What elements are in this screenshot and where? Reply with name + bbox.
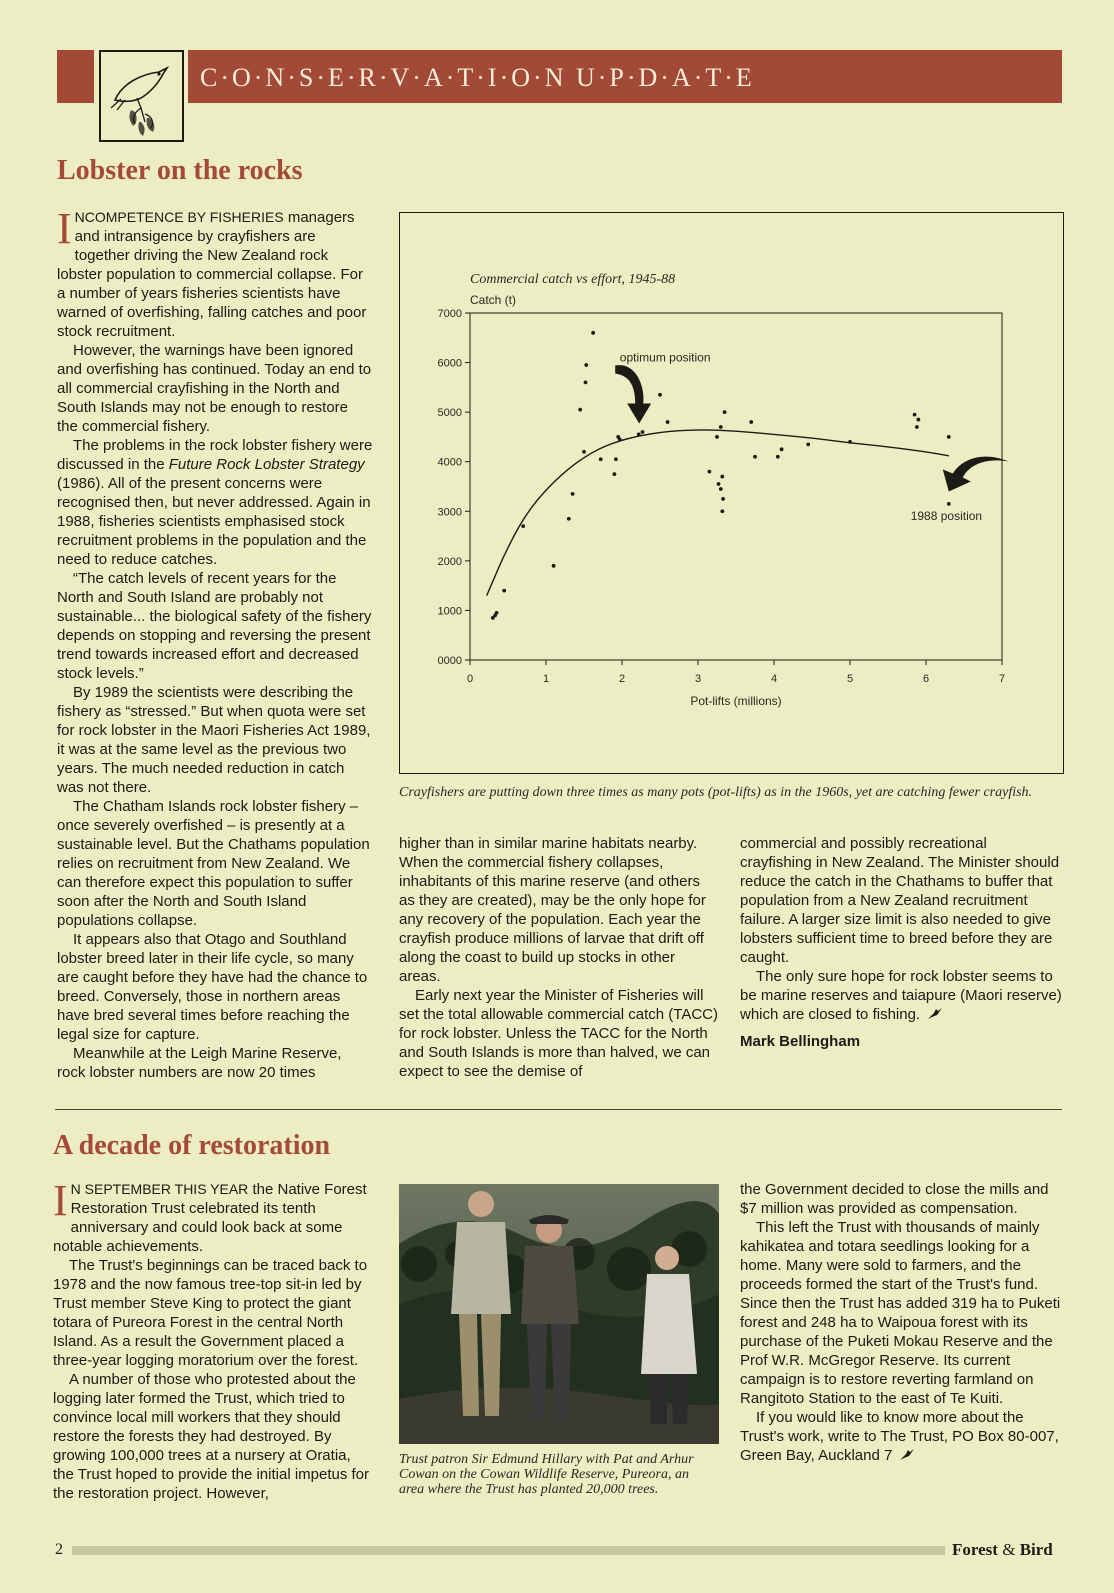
data-point xyxy=(571,492,575,496)
data-point xyxy=(749,420,753,424)
data-point xyxy=(776,455,780,459)
paragraph xyxy=(57,683,373,797)
paragraph xyxy=(399,834,719,986)
y-tick-label: 1000 xyxy=(437,605,462,618)
paragraph xyxy=(57,1044,373,1082)
paragraph xyxy=(740,834,1062,967)
logo-box xyxy=(99,50,184,142)
paragraph xyxy=(740,1218,1062,1408)
paragraph xyxy=(57,204,373,341)
paragraph-text: However, the warnings have been ignored and overfishing has continued. Today an end to all commercial crayfishing in the North and South Islands may not be enough to restore the commercial fishery. xyxy=(57,342,372,435)
data-point xyxy=(495,611,499,615)
data-point xyxy=(947,435,951,439)
data-point xyxy=(947,502,951,506)
data-point xyxy=(717,482,721,486)
brand-bird: Bird xyxy=(1019,1540,1053,1559)
x-tick-label: 4 xyxy=(770,673,778,685)
position-1988-arrow-icon xyxy=(943,457,1009,492)
paragraph xyxy=(57,436,373,569)
lead-in-caps: N SEPTEMBER THIS YEAR xyxy=(70,1181,249,1197)
article1-column-1 xyxy=(57,204,373,1082)
paragraph-text: A number of those who protested about the logging later formed the Trust, which tried to convince local mill workers that they should restore the forests they had destroyed. By growing 100,000 trees at a nursery at Oratia, the Trust hoped to provide the initial impetus for the restoration project. However, xyxy=(53,1371,370,1502)
y-tick-label: 5000 xyxy=(437,407,462,420)
y-tick-label: 2000 xyxy=(437,555,462,568)
data-point xyxy=(715,435,719,439)
article1-column-2 xyxy=(399,834,719,1081)
paragraph-text: By 1989 the scientists were describing the fishery as “stressed.” But when quota were set for rock lobster in the Maori Fisheries Act 1989, it was at the same level as the previous two years. The much needed reduction in catch was not there. xyxy=(57,684,371,796)
paragraph-text: (1986). All of the present concerns were recognised then, but never addressed. Again in 1988, fisheries scientists emphasised stock recruitment problems in the population and the need to reduce catches. xyxy=(57,475,371,568)
data-point xyxy=(658,393,662,397)
paragraph xyxy=(57,341,373,436)
data-point xyxy=(591,331,595,335)
banner-left-block xyxy=(57,50,94,103)
photo-caption: Trust patron Sir Edmund Hillary with Pat and Arhur Cowan on the Cowan Wildlife Reserve, Pureora, an area where the Trust has planted 20,000 trees. xyxy=(399,1452,694,1497)
paragraph-text: This left the Trust with thousands of mainly kahikatea and totara seedlings looking for a home. Many were sold to farmers, and the proceeds formed the start of the Trust's fund. Since then the Trust has added 319 ha to Puketi forest and 248 ha to Waipoua forest with its purchase of the Puketi Mokau Reserve and the Prof W.R. McGregor Reserve. Its current campaign is to restore reverting farmland on Rangitoto Station to the east of Te Kuiti. xyxy=(740,1219,1061,1407)
data-point xyxy=(614,457,618,461)
footer-rule xyxy=(72,1546,945,1555)
x-tick-label: 0 xyxy=(466,673,474,685)
x-axis-label: Pot-lifts (millions) xyxy=(690,694,782,708)
data-point xyxy=(521,524,525,528)
paragraph xyxy=(740,1408,1062,1465)
drop-cap: I xyxy=(53,1176,68,1225)
data-point xyxy=(618,438,622,442)
paragraph-text: Early next year the Minister of Fisheries will set the total allowable commercial catch (TACC) for rock lobster. Unless the TACC for the North and South Islands is more than halved, we can expect to see the demise of xyxy=(399,987,718,1080)
italic-title: Future Rock Lobster Strategy xyxy=(168,456,365,473)
article1-column-3 xyxy=(740,834,1062,1051)
x-tick-label: 5 xyxy=(846,673,854,685)
x-tick-label: 7 xyxy=(998,673,1006,685)
drop-cap: I xyxy=(57,204,72,253)
y-tick-label: 4000 xyxy=(437,456,462,469)
data-point xyxy=(719,425,723,429)
paragraph xyxy=(399,986,719,1081)
x-tick-label: 2 xyxy=(618,673,626,685)
paragraph xyxy=(53,1256,373,1370)
paragraph-text: The only sure hope for rock lobster seems to be marine reserves and taiapure (Maori reserve) which are closed to fishing. xyxy=(740,968,1062,1023)
data-point xyxy=(637,433,641,437)
data-point xyxy=(723,410,727,414)
paragraph-text: It appears also that Otago and Southland lobster breed later in their life cycle, so many are caught before they have had the chance to breed. Conversely, those in northern areas have bred several times before reaching the legal size for capture. xyxy=(57,931,368,1043)
magazine-brand xyxy=(952,1540,1053,1560)
chart-caption: Crayfishers are putting down three times as many pots (pot-lifts) as in the 1960s, yet are catching fewer crayfish. xyxy=(399,785,1033,800)
y-tick-label: 6000 xyxy=(437,357,462,370)
data-point xyxy=(719,487,723,491)
data-point xyxy=(666,420,670,424)
x-tick-label: 1 xyxy=(542,673,550,685)
data-point xyxy=(584,381,588,385)
y-axis-label: Catch (t) xyxy=(470,293,517,307)
paragraph-text: the Government decided to close the mills and $7 million was provided as compensation. xyxy=(740,1181,1049,1217)
data-point xyxy=(567,517,571,521)
bird-end-mark-icon xyxy=(926,1007,944,1021)
data-point xyxy=(502,589,506,593)
data-point xyxy=(582,450,586,454)
chart-title: Commercial catch vs effort, 1945-88 xyxy=(470,272,676,287)
data-point xyxy=(578,408,582,412)
data-point xyxy=(599,457,603,461)
data-point xyxy=(720,509,724,513)
data-point xyxy=(780,447,784,451)
article-title: Lobster on the rocks xyxy=(57,155,303,186)
section-banner-title: C·O·N·S·E·R·V·A·T·I·O·N U·P·D·A·T·E xyxy=(200,63,755,92)
article2-column-1 xyxy=(53,1176,373,1503)
paragraph-text: Meanwhile at the Leigh Marine Reserve, rock lobster numbers are now 20 times xyxy=(57,1045,342,1081)
paragraph-text: The Trust's beginnings can be traced back to 1978 and the now famous tree-top sit-in led by Trust member Steve King to protect the giant totara of Pureora Forest in the central North Island. As a result the Government placed a three-year logging moratorium over the forest. xyxy=(53,1257,368,1369)
bird-on-branch-icon xyxy=(101,52,182,140)
lead-in-caps: NCOMPETENCE BY FISHERIES xyxy=(74,209,284,225)
chart-frame xyxy=(399,212,1064,774)
data-point xyxy=(848,440,852,444)
data-point xyxy=(613,472,617,476)
optimum-arrow-icon xyxy=(615,365,651,423)
data-point xyxy=(806,442,810,446)
section-divider xyxy=(55,1109,1062,1110)
paragraph xyxy=(53,1176,373,1256)
photo-forest-people xyxy=(399,1184,719,1444)
paragraph-text: If you would like to know more about the Trust's work, write to The Trust, PO Box 80-007, Green Bay, Auckland 7 xyxy=(740,1409,1059,1464)
y-tick-label: 3000 xyxy=(437,506,462,519)
paragraph xyxy=(57,569,373,683)
paragraph-text: The problems in the rock lobster fishery were discussed in the xyxy=(57,437,373,473)
data-point xyxy=(913,413,917,417)
data-point xyxy=(915,425,919,429)
brand-ampersand: & xyxy=(1002,1540,1016,1559)
paragraph xyxy=(740,967,1062,1024)
bird-end-mark-icon xyxy=(898,1448,916,1462)
data-point xyxy=(552,564,556,568)
data-point xyxy=(720,475,724,479)
data-point xyxy=(917,418,921,422)
data-point xyxy=(753,455,757,459)
data-point xyxy=(708,470,712,474)
brand-forest: Forest xyxy=(952,1540,998,1559)
paragraph-text: commercial and possibly recreational crayfishing in New Zealand. The Minister should reduce the catch in the Chathams to buffer that population from a New Zealand recruitment failure. A larger size limit is also needed to give lobsters sufficient time to breed before they are caught. xyxy=(740,835,1060,966)
data-point xyxy=(584,363,588,367)
paragraph-text: managers and intransigence by crayfishers are together driving the New Zealand rock lobster population to commercial collapse. For a number of years fisheries scientists have warned of overfishing, falling catches and poor stock recruitment. xyxy=(57,209,367,340)
paragraph xyxy=(57,797,373,930)
page-number: 2 xyxy=(55,1541,63,1558)
author-signature: Mark Bellingham xyxy=(740,1033,861,1050)
data-point xyxy=(641,430,645,434)
y-tick-label: 0000 xyxy=(437,655,462,667)
catch-effort-chart xyxy=(400,213,1063,773)
paragraph xyxy=(740,1180,1062,1218)
article2-column-3 xyxy=(740,1180,1062,1465)
paragraph-text: higher than in similar marine habitats nearby. When the commercial fishery collapses, inhabitants of this marine reserve (and others as they are created), may be the only hope for any recovery of the population. Each year the crayfish produce millions of larvae that drift off along the coast to build up stocks in other areas. xyxy=(399,835,706,985)
paragraph xyxy=(53,1370,373,1503)
x-tick-label: 6 xyxy=(922,673,930,685)
paragraph xyxy=(57,930,373,1044)
photo xyxy=(399,1184,719,1444)
paragraph-text: “The catch levels of recent years for the North and South Island are probably not sustainable... the biological safety of the fishery depends on stopping and reversing the present trend towards increased effort and decreased stock levels.” xyxy=(57,570,372,682)
y-tick-label: 7000 xyxy=(437,308,462,320)
paragraph-text: the Native Forest Restoration Trust celebrated its tenth anniversary and could look back at some notable achievements. xyxy=(53,1181,367,1255)
x-tick-label: 3 xyxy=(694,673,702,685)
article-title: A decade of restoration xyxy=(53,1130,331,1161)
data-point xyxy=(721,497,725,501)
trend-line xyxy=(487,430,949,596)
annotation-optimum: optimum position xyxy=(619,350,711,365)
paragraph-text: The Chatham Islands rock lobster fishery – once severely overfished – is presently at a sustainable level. But the Chathams population relies on recruitment from New Zealand. We can therefore expect this population to suffer soon after the North and South Island populations collapse. xyxy=(57,798,370,929)
annotation-1988: 1988 position xyxy=(910,509,983,524)
